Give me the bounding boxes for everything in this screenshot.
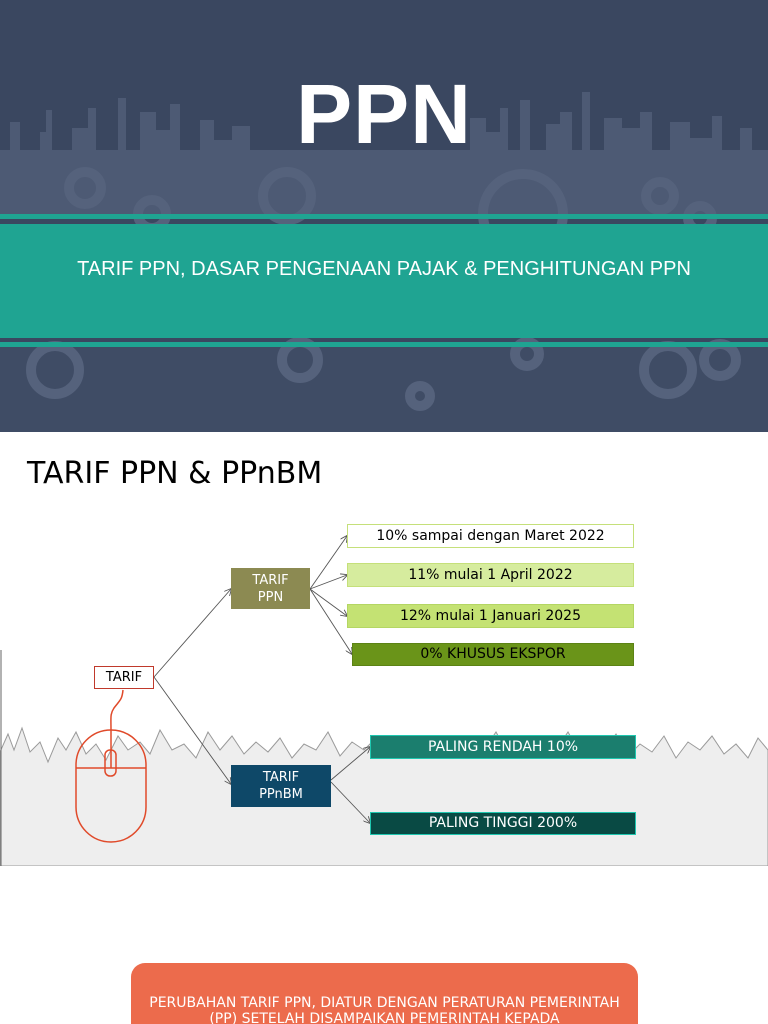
main-title: PPN [296,67,472,161]
tariff-diagram-slide [0,432,768,866]
accent-stripe-bottom [0,342,768,347]
accent-stripe-top [0,214,768,219]
tarif-root-box: TARIF [94,666,154,689]
tarif-ppnbm-label: TARIF PPnBM [259,770,303,802]
tarif-ppn-box [231,568,310,609]
ppn-rate-item: 0% KHUSUS EKSPOR [352,643,634,666]
regulation-note-text: PERUBAHAN TARIF PPN, DIATUR DENGAN PERATURAN PEMERINTAH (PP) SETELAH DISAMPAIKAN PEMERINTAH KEPADA [149,995,620,1024]
mouse-icon [76,690,146,842]
ppn-rate-item: 11% mulai 1 April 2022 [347,563,634,587]
subtitle-band [0,224,768,338]
ppnbm-rate-item: PALING TINGGI 200% [370,812,636,835]
ppn-rate-item: 12% mulai 1 Januari 2025 [347,604,634,628]
slide-heading: TARIF PPN & PPnBM [27,456,323,491]
title-slide [0,0,768,432]
tarif-ppnbm-box [231,765,331,807]
tarif-ppn-label: TARIF PPN [252,572,289,605]
ppnbm-rate-item: PALING RENDAH 10% [370,735,636,759]
ppn-rate-item: 10% sampai dengan Maret 2022 [347,524,634,548]
subtitle: TARIF PPN, DASAR PENGENAAN PAJAK & PENGHITUNGAN PPN [77,258,691,280]
